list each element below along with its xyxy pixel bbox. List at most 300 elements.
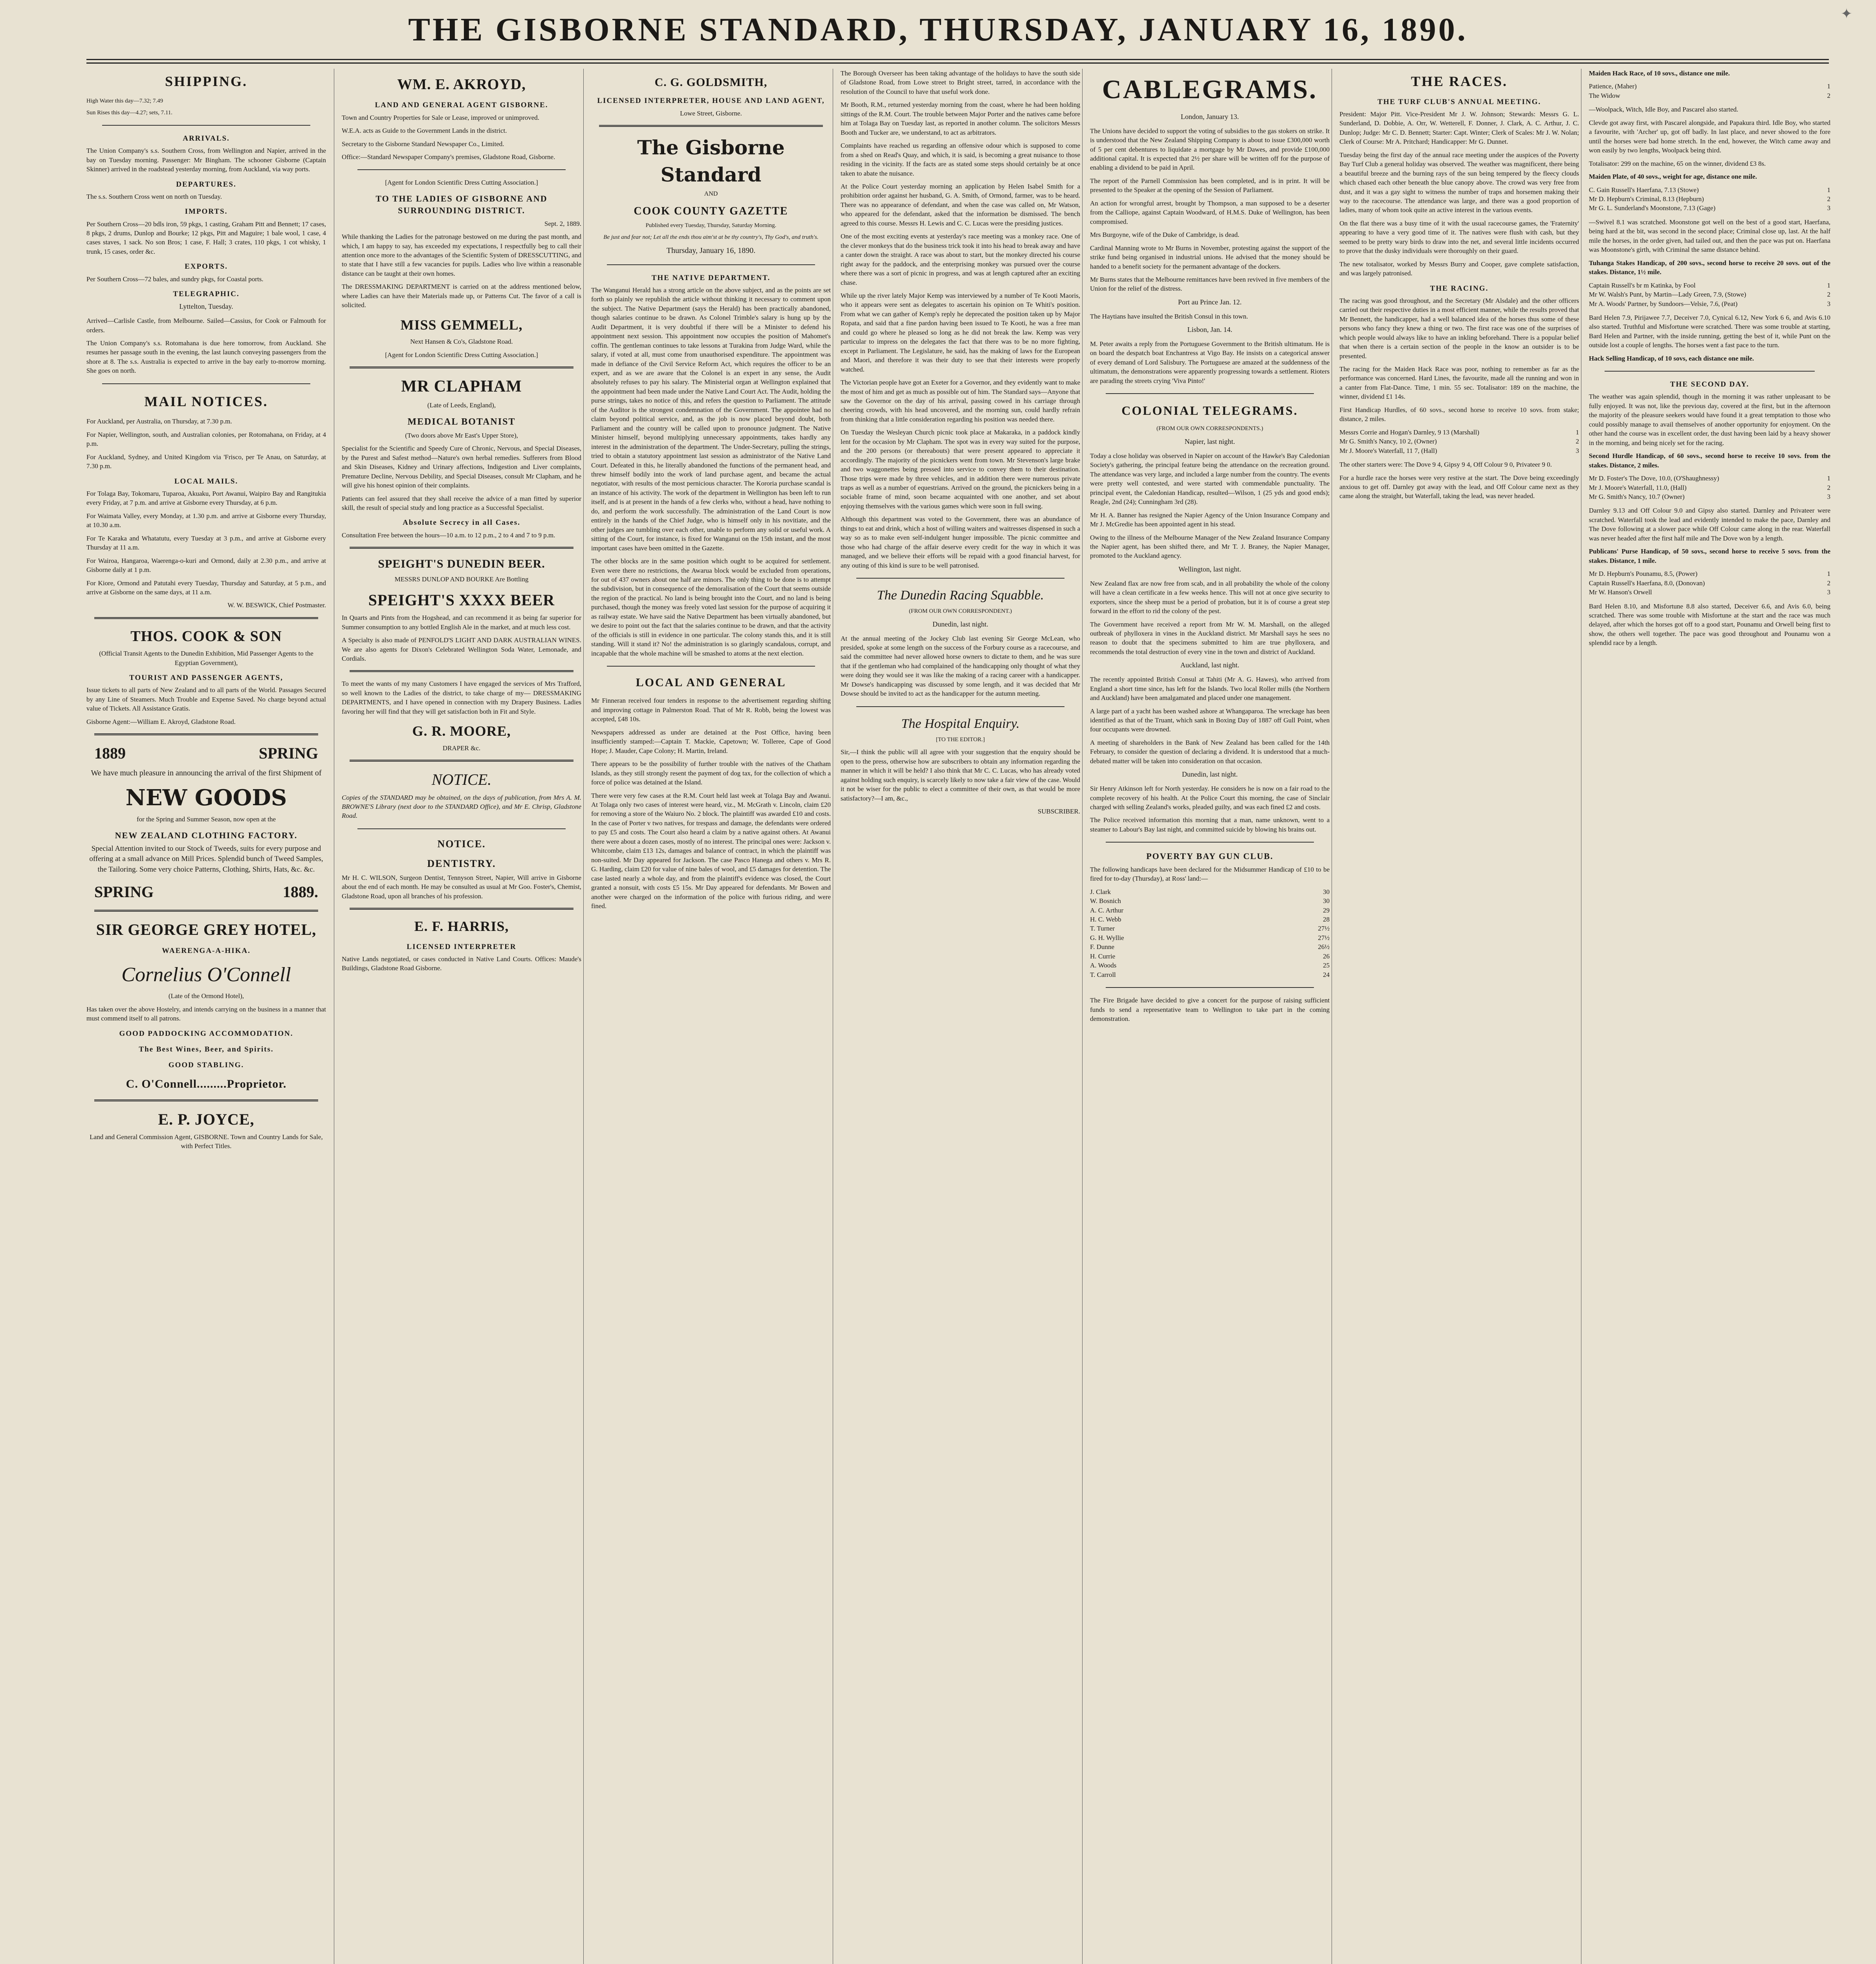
proprietor-line: C. O'Connell.........Proprietor. <box>126 1077 287 1091</box>
divider <box>102 125 310 126</box>
arrivals-heading: ARRIVALS. <box>183 134 230 143</box>
column-6 <box>1339 69 1579 1964</box>
moore-subtitle: DRAPER &c. <box>442 744 481 752</box>
entry-name: Mr D. Hepburn's Pounamu, 8.5, (Power) <box>1589 570 1698 578</box>
entry-name: H. Currie <box>1090 952 1116 960</box>
entry-row <box>1589 474 1830 483</box>
entry-value: 24 <box>1323 971 1330 978</box>
spring-year: 1889 <box>94 744 126 762</box>
maiden-plate-results-list <box>1589 185 1830 213</box>
entry-name: Mr J. Moore's Waterfall, 11.0, (Hall) <box>1589 484 1687 491</box>
entry-value: 3 <box>1827 588 1830 596</box>
akroyd-text: W.E.A. acts as Guide to the Government Lands in the district. <box>342 127 507 135</box>
entry-value: 1 <box>1576 428 1579 436</box>
oconnell-body: Has taken over the above Hostelry, and intends carrying on the business in a manner that must commend itself to all patrons. <box>86 1005 326 1022</box>
hack-selling-heading: Hack Selling Handicap, of 10 sovs, each distance one mile. <box>1589 354 1754 362</box>
goldsmith-address: Lowe Street, Gisborne. <box>680 109 742 117</box>
colonial-dateline: Wellington, last night. <box>1178 565 1241 573</box>
maiden-totalisator: Totalisator: 299 on the machine, 65 on the winner, dividend £3 8s. <box>1589 159 1766 167</box>
entry-name: A. C. Arthur <box>1090 906 1123 914</box>
entry-name: T. Carroll <box>1090 971 1116 978</box>
clothing-factory-name: NEW ZEALAND CLOTHING FACTORY. <box>115 830 298 840</box>
stabling-line: GOOD STABLING. <box>168 1061 244 1069</box>
entry-row <box>1339 437 1579 446</box>
divider <box>94 910 318 912</box>
new-goods-heading: NEW GOODS <box>125 785 287 811</box>
ladies-department: The DRESSMAKING DEPARTMENT is carried on at the address mentioned below, where Ladies can have their Materials made up, or Patterns Cut. The favor of a call is solicited. <box>342 283 581 309</box>
maiden-results-list <box>1589 82 1830 100</box>
ladies-date: Sept. 2, 1889. <box>544 220 581 227</box>
moore-body: To meet the wants of my many Customers I have engaged the services of Mrs Trafford, so well known to the Ladies of the district, to take charge of my— DRESSMAKING DEPARTMENTS, and I have opened in connection with my Drapery Business. Ladies favoring her will find that they will get satisfaction both in Fit and Style. <box>342 680 581 715</box>
entry-name: The Widow <box>1589 92 1620 99</box>
paper-subtitle: COOK COUNTY GAZETTE <box>634 205 788 218</box>
fire-brigade-text: The Fire Brigade have decided to give a concert for the purpose of raising sufficient funds to send a representative team to Wellington to take part in the coming demonstration. <box>1090 997 1330 1023</box>
entry-name: Patience, (Maher) <box>1589 82 1637 90</box>
column-3 <box>591 69 831 1964</box>
entry-row <box>1090 952 1330 961</box>
divider <box>856 706 1064 707</box>
clapham-hours: Consultation Free between the hours—10 a.m. to 12 p.m., 2 to 4 and 7 to 9 p.m. <box>342 531 555 539</box>
telegraphic-heading: TELEGRAPHIC. <box>173 290 240 298</box>
colonial-from: (FROM OUR OWN CORRESPONDENTS.) <box>1156 425 1263 432</box>
entry-row <box>1090 933 1330 942</box>
entry-value: 2 <box>1827 579 1830 587</box>
paper-publication-days: Published every Tuesday, Thursday, Saturday Morning. <box>645 222 777 229</box>
entry-value: 3 <box>1827 300 1830 308</box>
divider <box>350 760 573 762</box>
harris-heading: E. F. HARRIS, <box>414 918 509 934</box>
entry-name: C. Gain Russell's Haerfana, 7.13 (Stowe) <box>1589 186 1699 194</box>
entry-name: W. Bosnich <box>1090 897 1121 905</box>
divider <box>357 169 566 170</box>
entry-row <box>1589 569 1830 578</box>
akroyd-text: Office:—Standard Newspaper Company's premises, Gladstone Road, Gisborne. <box>342 153 555 161</box>
speight-heading: SPEIGHT'S DUNEDIN BEER. <box>378 557 545 571</box>
local-mails-heading: LOCAL MAILS. <box>174 477 238 486</box>
local-item: Complaints have reached us regarding an offensive odour which is supposed to come from a shed on Read's Quay, and which, it is said, is becoming a great nuisance to those residing in the vicinity. If the facts are as stated some steps should certainly be at once taken to abate the nuisance. <box>841 142 1080 177</box>
racing-body: For a hurdle race the horses were very restive at the start. The Dove being exceedingly anxious to get off. Darnley got away with the lead, and Off Colour came next as they came along the straight, but Waterfall, taking the lead, was never headed. <box>1339 474 1579 500</box>
races-officers: President: Major Pitt. Vice-President Mr J. W. Johnson; Stewards: Messrs G. L. Sunderland, D. Dobbie, A. Orr, W. Wetterell, F. Donner, J. Clark, A. C. Arthur, J. C. Dunlop; Judge: Mr C. D. Bennett; Starter: Capt. Winter; Clerk of Scales: Mr J. W. Nolan; Clerk of Course: Mr A. Pritchard; Handicapper: Mr G. Dunnet. <box>1339 110 1579 146</box>
entry-value: 2 <box>1576 438 1579 445</box>
column-rule <box>1082 69 1083 1964</box>
tide-line: High Water this day—7.32; 7.49 <box>86 97 163 104</box>
entry-row <box>1589 483 1830 492</box>
clapham-body: Specialist for the Scientific and Speedy Cure of Chronic, Nervous, and Special Diseases, by the Purest and Safest method—Nature's own herbal remedies. Sufferers from Blood and Skin Diseases, Kidney and Urinary affections, Indigestion and Liver complaints, Premature Decline, Nervous Debility, and Special Diseases, consult Mr Clapham, and he will give his honest opinion of their complaints. <box>342 445 581 489</box>
maiden-heading: Maiden Hack Race, of 10 sovs., distance one mile. <box>1589 70 1730 77</box>
divider <box>350 670 573 672</box>
publicans-body: Bard Helen 8.10, and Misfortune 8.8 also started, Deceiver 6.6, and Avis 6.0, being scratched. There was some trouble with Misfortune at the start and the race was much delayed, after which the horses got off to a good start, Pounamu and Orwell being first to show, the others well together. The pace was good throughout and Pounamu won a splendid race by a length. <box>1589 602 1830 647</box>
speight-brand: SPEIGHT'S XXXX BEER <box>368 591 555 609</box>
dentistry-heading: DENTISTRY. <box>427 857 496 869</box>
entry-name: J. Clark <box>1090 888 1111 896</box>
paper-and: AND <box>704 191 718 198</box>
speight-subtitle: MESSRS DUNLOP AND BOURKE Are Bottling <box>394 575 529 583</box>
notice-body: Copies of the STANDARD may be obtained, on the days of publication, from Mrs A. M. BROWNE'S Library (next door to the STANDARD Office), and Mr E. Chrisp, Gladstone Road. <box>342 793 581 820</box>
entry-value: 28 <box>1323 916 1330 923</box>
race-results-list <box>1339 428 1579 455</box>
corner-mark: ✦ <box>1840 6 1852 22</box>
entry-value: 29 <box>1323 906 1330 914</box>
departures-text: The s.s. Southern Cross went on north on Tuesday. <box>86 192 222 200</box>
colonial-item: The Police received information this morning that a man, name unknown, went to a steamer to Labour's Bay last night, and committed suicide by blowing his brains out. <box>1090 816 1330 833</box>
akroyd-text: Secretary to the Gisborne Standard Newspaper Co., Limited. <box>342 140 504 148</box>
cable-item: The Haytians have insulted the British Consul in this town. <box>1090 312 1248 320</box>
cable-item: Cardinal Manning wrote to Mr Burns in November, protesting against the support of the strike fund being organised in industrial unions. He advised that the money should be handed to a benefit society for the permanent advantage of the dockers. <box>1090 244 1330 270</box>
second-day-heading: THE SECOND DAY. <box>1670 380 1750 389</box>
entry-value: 2 <box>1827 484 1830 491</box>
entry-name: Mr G. Smith's Nancy, 10 2, (Owner) <box>1339 438 1437 445</box>
spring-footer <box>94 881 318 903</box>
telegraphic-text: Arrived—Carlisle Castle, from Melbourne. Sailed—Cassius, for Cook or Falmouth for orders. <box>86 317 326 334</box>
goldsmith-subtitle: LICENSED INTERPRETER, HOUSE AND LAND AGENT, <box>597 97 825 105</box>
entry-name: Messrs Corrie and Hogan's Darnley, 9 13 (Marshall) <box>1339 428 1480 436</box>
mail-notice: For Wairoa, Hangaroa, Waerenga-o-kuri and Ormond, daily at 2.30 p.m., and arrive at Gisborne daily at 1 p.m. <box>86 557 326 574</box>
clapham-address: (Two doors above Mr East's Upper Store), <box>405 431 518 439</box>
entry-value: 2 <box>1827 291 1830 299</box>
colonial-dateline: Napier, last night. <box>1184 438 1235 446</box>
akroyd-subtitle: LAND AND GENERAL AGENT GISBORNE. <box>375 101 548 110</box>
column-1 <box>86 69 326 1964</box>
entry-row <box>1090 942 1330 951</box>
agent-note: [Agent for London Scientific Dress Cutting Association.] <box>385 179 538 187</box>
gun-club-body: The following handicaps have been declared for the Midsummer Handicap of £10 to be fired for to-day (Thursday), at Ross' land:— <box>1090 865 1330 883</box>
entry-name: Mr A. Woods' Partner, by Sundoors—Velsie, 7.6, (Peat) <box>1589 300 1738 308</box>
publicans-results-list <box>1589 569 1830 597</box>
colonial-dateline: Auckland, last night. <box>1180 661 1239 669</box>
local-item: There appears to be the possibility of further trouble with the natives of the Chatham Islands, as they still strongly resent the payment of dog tax, for the collection of which a force of police was detained at the Island. <box>591 760 831 786</box>
entry-name: Mr D. Foster's The Dove, 10.0, (O'Shaughnessy) <box>1589 475 1719 482</box>
dentistry-body: Mr H. C. WILSON, Surgeon Dentist, Tennyson Street, Napier, Will arrive in Gisborne about the end of each month. He may be consulted as usual at Mr Goo. Foster's, Chemist, Gladstone Road, upon all branches of his profession. <box>342 874 581 900</box>
cable-item: Mrs Burgoyne, wife of the Duke of Cambridge, is dead. <box>1090 231 1240 239</box>
divider <box>607 666 815 667</box>
entry-row <box>1090 896 1330 905</box>
entry-value: 1 <box>1827 475 1830 482</box>
cook-heading: THOS. COOK & SON <box>130 628 282 645</box>
dunedin-body: At the annual meeting of the Jockey Club last evening Sir George McLean, who presided, spoke at some length on the success of the Forbury course as a racecourse, and said the committee had never allowed horse owners to dictate to them, and he was sure that if the gentleman who had complained of the handicapping only thought of what they were doing they would see it was like the making of a racing career with a handicapper. Mr Dowse's handicapping was discussed by some length, and it was decided that Mr Dowse should be invited to act as the handicapper for the autumn meeting. <box>841 634 1080 698</box>
mail-notice: For Napier, Wellington, south, and Australian colonies, per Rotomahana, on Friday, at 4 p.m. <box>86 431 326 448</box>
colonial-item: Owing to the illness of the Melbourne Manager of the New Zealand Insurance Company the Napier agent, has been shifted there, and Mr T. J. Braney, the Napier Manager, promoted to the Auckland agency. <box>1090 533 1330 560</box>
entry-value: 27½ <box>1318 934 1330 942</box>
spring-body: Special Attention invited to our Stock of Tweeds, suits for every purpose and offering at a small advance on Mill Prices. Splendid bunch of Tweed Samples, the Tailoring. Some very choice Patterns, Clothing, Shirts, Hats, &c. &c. <box>89 845 323 874</box>
entry-name: Captain Russell's br m Katinka, by Fool <box>1589 281 1696 289</box>
goldsmith-heading: C. G. GOLDSMITH, <box>654 76 768 89</box>
divider <box>1106 393 1314 394</box>
clapham-role: MEDICAL BOTANIST <box>407 416 516 427</box>
spring-season-text: for the Spring and Summer Season, now open at the <box>136 815 276 823</box>
gemmell-agent: [Agent for London Scientific Dress Cutting Association.] <box>385 351 538 359</box>
ladies-heading: TO THE LADIES OF GISBORNE AND SURROUNDING DISTRICT. <box>376 193 548 216</box>
cable-item: Mr Burns states that the Melbourne remittances have been revived in five members of the Union for the relief of the distress. <box>1090 276 1330 293</box>
entry-name: Mr W. Hanson's Orwell <box>1589 588 1652 596</box>
divider <box>357 828 566 829</box>
divider <box>607 264 815 265</box>
entry-row <box>1589 579 1830 588</box>
column-4 <box>841 69 1080 1964</box>
paper-date: Thursday, January 16, 1890. <box>666 246 756 255</box>
entry-name: H. C. Webb <box>1090 916 1121 923</box>
entry-name: Mr J. Moore's Waterfall, 11 7, (Hall) <box>1339 447 1437 454</box>
colonial-item: A meeting of shareholders in the Bank of New Zealand has been called for the 14th February, to consider the question of declaring a dividend. It is understood that a much-debated matter will be taken into consideration on that occasion. <box>1090 738 1330 765</box>
dunedin-heading: The Dunedin Racing Squabble. <box>877 588 1044 603</box>
entry-row <box>1090 887 1330 896</box>
racing-body: First Handicap Hurdles, of 60 sovs., second horse to receive 10 sovs. from stake; distance, 2 miles. <box>1339 406 1579 423</box>
spring-header <box>94 742 318 764</box>
paper-title: The Gisborne Standard <box>637 136 785 187</box>
entry-row <box>1589 185 1830 194</box>
entry-row <box>1589 290 1830 299</box>
cable-item: The Unions have decided to support the voting of subsidies to the gas stokers on strike. It is understood that the New Zealand Shipping Company is about to issue £300,000 worth of 5 per cent debentures to liquidate a mortgage by Mr Dawes, and provide £100,000 additional capital. It is expected that 2½ per share will be written off for the purpose of enabling a dividend to be paid in April. <box>1090 127 1330 172</box>
akroyd-heading: WM. E. AKROYD, <box>397 76 526 93</box>
entry-row <box>1589 194 1830 203</box>
divider <box>102 383 310 384</box>
cable-item: The report of the Parnell Commission has been completed, and is in print. It will be presented to the Speaker at the opening of the Session of Parliament. <box>1090 177 1330 194</box>
cable-dateline: Lisbon, Jan. 14. <box>1187 326 1233 334</box>
mail-notice: For Te Karaka and Whatatutu, every Tuesday at 3 p.m., and arrive at Gisborne every Thursday at 11 a.m. <box>86 534 326 551</box>
maiden-body: Clevde got away first, with Pascarel alongside, and Papakura third. Idle Boy, who started a favourite, with 'Archer' up, got off badly. In last place, and never showed to the fore until the horses were bad home stretch. In the end, however, the Witch came away and won easily by two lengths, Woolpack being third. <box>1589 119 1830 154</box>
joyce-heading: E. P. JOYCE, <box>158 1110 255 1128</box>
local-item: There were very few cases at the R.M. Court held last week at Tolaga Bay and Awanui. At Tolaga only two cases of interest were heard, viz., M. McGrath v. Lincoln, claim £20 for removing a store of the Waiuro No. 2 block. The plaintiff was awarded £10 and costs. In the case of Porter v two natives, for trespass and damage, the defendants were ordered to pay £5 and costs. The Court also heard a claim by a native against others. At Awanui there were about a dozen cases, mostly of no interest. The principal ones were: Jackson v. Whitcombe, claim £13 12s, damages and balance of contract, in which the plaintiff was non-suited. Mr Day appeared for Jackson. The case Pasco Hanega and others v. Mrs R. G. Harding, claim £20 for value of nine bales of wool, and £5 damages for detention. The case lasted nearly a whole day, and from the plaintiff's evidence was closed, the Court granted a nonsuit, with costs £5 15s. Mr Day appeared for defendants. Mr Bowen and another were charged on the information of the police with furious riding, and were fined. <box>591 791 831 910</box>
notice-heading-2: NOTICE. <box>437 838 486 850</box>
local-item: Mr Booth, R.M., returned yesterday morning from the coast, where he had been holding sittings of the R.M. Court. The trouble between Major Porter and the natives came before him at Tolaga Bay on Tuesday last, as reported in another column. The solicitors Messrs Booth and Tucker are, we understand, to act as arbitrators. <box>841 101 1080 136</box>
colonial-dateline: Dunedin, last night. <box>1182 770 1238 779</box>
clapham-body: Patients can feel assured that they shall receive the advice of a man fitted by superior skill, the result of special study and long practice as a Successful Specialist. <box>342 495 581 511</box>
joyce-body: Land and General Commission Agent, GISBORNE. Town and Country Lands for Sale, with Perfect Titles. <box>90 1133 323 1150</box>
entry-row <box>1589 91 1830 100</box>
colonial-item: The Government have received a report from Mr W. M. Marshall, on the alleged outbreak of phylloxera in vines in the Auckland district. Mr Marshall says he sees no reason to doubt that the specimens submitted to him are true phylloxera, and recommends the total destruction of every vine in the town and district of Auckland. <box>1090 620 1330 656</box>
entry-value: 3 <box>1576 447 1579 454</box>
shipping-heading: SHIPPING. <box>165 73 248 89</box>
masthead-rule <box>86 59 1829 64</box>
harris-subtitle: LICENSED INTERPRETER <box>407 942 517 951</box>
column-5 <box>1090 69 1330 1964</box>
moore-heading: G. R. MOORE, <box>412 723 511 739</box>
entry-name: Mr W. Walsh's Punt, by Martin—Lady Green, 7.9, (Stowe) <box>1589 291 1746 299</box>
speight-body: In Quarts and Pints from the Hogshead, and can recommend it as being far superior for Summer consumption to any bottled English Ale in the market, and at much less cost. <box>342 614 581 631</box>
divider <box>1106 842 1314 843</box>
races-subtitle: THE TURF CLUB'S ANNUAL MEETING. <box>1377 97 1541 106</box>
second-hurdles-body: Darnley 9.13 and Off Colour 9.0 and Gipsy also started. Darnley and Privateer were scratched. Waterfall took the lead and evidently intended to make the pace, Darnley and The Dove following at a slower pace while Off Colour came along in the rear. Waterfall was never headed after the first half mile and The Dove won by a length. <box>1589 507 1830 542</box>
masthead <box>0 0 1876 59</box>
entry-row <box>1090 915 1330 924</box>
divider <box>350 547 573 549</box>
column-2 <box>342 69 581 1964</box>
native-department-body: The Wanganui Herald has a strong article on the above subject, and as the points are set forth so plainly we republish the article without thinking it necessary to comment upon the subject. The Native Department (says the Herald) has been practically abandoned, though salaries continue to be drawn. As Colonel Trimble's salary is hung up by the Audit Department, it is very doubtful if there will be a Minister to defend his appointment next session. This appointment now occupies the position of Mahomet's coffin. The gentleman continues to take lessons at Turakina from Judge Ward, while the salary, if voted at all, must come from unauthorised expenditure. The appointment was made in defiance of the Civil Service Reform Act, which requires the officer to be an expert, and as we are aware that the Colonel is an expert in any sense, the Audit absolutely refuses to pay his salary. The Ministerial organ at Wellington explained that the appointment had been made under the Native Land Court Act. The Audit, holding the purse strings, takes no notice of this, and refers the question to Parliament. The attitude of the Auditor is the strongest condemnation of the Government. The appointee had no claim beyond political service, and, as the job is now placed beyond doubt, both Parliament and the country will be called upon to pronounce judgment. The Native Minister himself, beyond multiplying unnecessary appointments, takes hardly any interest in the administration of the department. The Under-Secretary, pulling the strings, tried to obtain a statutory appointment last session as administrator of the Native Land Court. Defeated in this, he literally abandoned the functions of the permanent head, and threw himself bodily into the work of land purchase agent, and became the actual negotiator, with results of the most pernicious character. The Kororia purchase scandal is an instance of his activity. The work of the department in Wellington has been left to run itself, and is at present in the hands of a few clerks who, without a head, have nothing to do, and perform the work successfully. The administration of the Land Court is now entirely in the hands of the Chief Judge, who is himself only in his novitiate, and the other judges are tumbling over each other, unable to perform any solid or useful work. A sitting of the Court, for instance, is fixed for Wanganui on the 15th instant, and the most important cases have been omitted in the Gazette. <box>591 286 831 552</box>
spring-intro: We have much pleasure in announcing the arrival of the first Shipment of <box>91 769 322 778</box>
harris-body: Native Lands negotiated, or cases conducted in Native Land Courts. Offices: Maude's Buildings, Gladstone Road Gisborne. <box>342 955 581 972</box>
local-item: The Victorian people have got an Exeter for a Governor, and they evidently want to make the most of him and get as much as possible out of him. The Standard says—Anyone that saw the Governor on the day of his arrival, passing cowed in his carriage through cheering crowds, with his head uncovered, and the morning sun, could hardly refrain from thinking that a little consideration regarding his position was needed there. <box>841 379 1080 423</box>
spring-label: SPRING <box>258 744 318 762</box>
divider <box>350 908 573 910</box>
speight-body: A Specialty is also made of PENFOLD'S LIGHT AND DARK AUSTRALIAN WINES. We are also agents for Dixon's Celebrated Wellington Soda Water, Lemonade, and Cordials. <box>342 636 581 662</box>
divider <box>599 125 823 127</box>
cook-body: Issue tickets to all parts of New Zealand and to all parts of the World. Passages Secured by any Line of Steamers. Much Trouble and Expense Saved. No charge beyond actual value of Tickets. All Assistance Gratis. <box>86 686 326 713</box>
races-heading: THE RACES. <box>1411 73 1508 89</box>
entry-name: Mr G. L. Sunderland's Moonstone, 7.13 (Gage) <box>1589 204 1716 212</box>
publicans-heading: Publicans' Purse Handicap, of 50 sovs., second horse to receive 5 sovs. from the stakes. Distance, 1 mile. <box>1589 548 1830 564</box>
sun-line: Sun Rises this day—4.27; sets, 7.11. <box>86 110 173 116</box>
divider <box>350 366 573 368</box>
divider <box>94 1099 318 1101</box>
entry-value: 2 <box>1827 195 1830 203</box>
notice-heading: NOTICE. <box>431 771 492 789</box>
hospital-signature: SUBSCRIBER. <box>1037 808 1080 815</box>
postmaster-signature: W. W. BESWICK, Chief Postmaster. <box>227 601 326 609</box>
dunedin-dateline: Dunedin, last night. <box>933 620 988 628</box>
races-body: The new totalisator, worked by Messrs Burry and Cooper, gave complete satisfaction, and was largely patronised. <box>1339 260 1579 277</box>
local-item: Mr Finneran received four tenders in response to the advertisement regarding shifting and improving cottage in Palmerston Road. That of Mr R. Robb, being the lowest was accepted, £48 10s. <box>591 697 831 723</box>
colonial-telegrams-heading: COLONIAL TELEGRAMS. <box>1121 403 1298 418</box>
newspaper-masthead-title: THE GISBORNE STANDARD, THURSDAY, JANUARY 16, 1890. <box>408 11 1468 48</box>
entry-value: 30 <box>1323 888 1330 896</box>
local-item: One of the most exciting events at yesterday's race meeting was a monkey race. One of the clever monkeys that do the business trick took it into his head to break away and have a canter down the straight. A race was about to start, but the monkey directed his course right away for the paddock, and the enterprising monkey was pursued over the course where there was a sort of picnic in progress, and was at length captured after an exciting chase. <box>841 233 1080 286</box>
hospital-to-editor: [TO THE EDITOR.] <box>936 736 985 743</box>
entry-name: G. H. Wyllie <box>1090 934 1124 942</box>
entry-value: 1 <box>1827 281 1830 289</box>
racing-body: The other starters were: The Dove 9 4, Gipsy 9 4, Off Colour 9 0, Privateer 9 0. <box>1339 461 1552 469</box>
entry-value: 2 <box>1827 92 1830 99</box>
akroyd-text: Town and Country Properties for Sale or Lease, improved or unimproved. <box>342 114 540 121</box>
entry-row <box>1339 446 1579 455</box>
entry-value: 1 <box>1827 570 1830 578</box>
clapham-heading: MR CLAPHAM <box>401 377 522 396</box>
entry-row <box>1090 906 1330 915</box>
entry-value: 30 <box>1323 897 1330 905</box>
local-item: While up the river lately Major Kemp was interviewed by a number of Te Kooti Maoris, who it appears were sent as delegates to ascertain his opinion on Te Whiti's position. From what we can gather of Kemp's reply he deprecated the position taken up by Major Ropata, and said that a fine pardon having been issued to Te Kooti, he was a free man and could go where he pleased so long as he did not break the law. Kemp was very particular to impress on the delegates the fact that there was to be no more fighting, except in Parliament. The Legislature, he said, has the making of laws for the European and Maori, and therefore it was their duty to see that their interests were properly watched. <box>841 291 1080 373</box>
spring-footer-year: 1889. <box>283 883 318 901</box>
imports-heading: IMPORTS. <box>185 207 228 216</box>
local-item: At the Police Court yesterday morning an application by Helen Isabel Smith for a prohibition order against her husband, G. A. Smith, of Ormond, farmer, was to be heard. There was no appearance of defendant, and when the case was called on, Mr Watson, who appeared for the defendant, asked that the information be dismissed. The bench agreed to this course. Messrs H. Lewis and C. C. Lucas were the presiding justices. <box>841 182 1080 227</box>
arrivals-text: The Union Company's s.s. Southern Cross, from Wellington and Napier, arrived in the bay on Tuesday morning. Passenger: Mr Bingham. The schooner Gisborne (Captain Skinner) arrived in the roadstead yesterday morning, from Auckland, via way ports. <box>86 147 326 173</box>
colonial-item: Today a close holiday was observed in Napier on account of the Hawke's Bay Caledonian Society's gathering, the principal feature being the attendance on the recreation ground. The attendance was very large, and included a large number from the country. The events were pretty well contested, and were started with commendable punctuality. The principal event, the Caledonian Handicap, resulted—Wilson, 1 (25 yds and good ends); Reagle, 2nd (24); Cunningham 3rd (28). <box>1090 452 1330 506</box>
local-item: Although this department was voted to the Government, there was an abundance of things to eat and drink, which a host of willing waiters and waitresses dispensed in such a way so as to make even self-indulgent hunger impossible. The picnic committee and those who had charge of the affair deserve every credit for the way in which it was managed, and we believe their efforts will be repaid with a good financial harvest, for any outing of this kind is sure to be well patronised. <box>841 515 1080 569</box>
column-7 <box>1589 69 1830 1964</box>
gun-club-handicap-list <box>1090 887 1330 980</box>
entry-name: A. Woods <box>1090 962 1117 969</box>
entry-value: 3 <box>1827 204 1830 212</box>
entry-name: Mr G. Smith's Nancy, 10.7 (Owner) <box>1589 493 1685 500</box>
hospital-body: Sir,—I think the public will all agree with your suggestion that the enquiry should be open to the press, otherwise how are subscribers to obtain any information regarding the manner in which it will be held? I also think that Mr C. C. Lucas, who has already voted against holding such enquiry, is scarcely likely to now take a fair view of the case. Would it not be wiser for the public to elect a committee of their own, as that would be more satisfactory?—I am, &c., <box>841 748 1080 802</box>
ladies-body: While thanking the Ladies for the patronage bestowed on me during the past month, and which, I am happy to say, has exceeded my expectations, I respectfully beg to call their attention once more to the advantages of the Scientific System of DRESSCUTTING, and to state that I have still a few vacancies for pupils. Ladies who live within a reasonable distance can be taught at their own homes. <box>342 233 581 277</box>
exports-text: Per Southern Cross—72 bales, and sundry pkgs, for Coastal ports. <box>86 275 264 283</box>
second-hurdles-results-list <box>1589 474 1830 501</box>
entry-value: 25 <box>1323 962 1330 969</box>
cablegrams-heading: CABLEGRAMS. <box>1102 74 1318 104</box>
spring-footer-label: SPRING <box>94 883 154 901</box>
mail-notice: For Tolaga Bay, Tokomaru, Tuparoa, Akuaku, Port Awanui, Waipiro Bay and Rangitukia every Friday, at 7 p.m. and arrive at Gisborne every Thursday, at 6 p.m. <box>86 489 326 507</box>
divider <box>94 617 318 619</box>
races-body: On the flat there was a busy time of it with the usual racecourse games, the 'Fraternity' appearing to have a very good time of it. The natives were flush with cash, but they seemed to be pretty wary birds to draw into the net, and several little incidents occurred to prove that the dusky individuals were thoroughly on their guard. <box>1339 219 1579 255</box>
departures-heading: DEPARTURES. <box>176 180 236 189</box>
colonial-item: New Zealand flax are now free from scab, and in all probability the whole of the colony will have a clean certificate in a few weeks hence. This will not at once give security to exporters, since the sheep must be a period of probation, but it is of course a great step forward in the effort to rid the colony of the pest. <box>1090 579 1330 615</box>
entry-value: 27½ <box>1318 925 1330 933</box>
entry-name: F. Dunne <box>1090 943 1114 951</box>
paper-motto: Be just and fear not; Let all the ends thou aim'st at be thy country's, Thy God's, and truth's. <box>603 234 819 241</box>
maiden-plate-heading: Maiden Plate, of 40 sovs., weight for age, distance one mile. <box>1589 173 1757 181</box>
column-rule <box>583 69 584 1964</box>
racing-body: The racing for the Maiden Hack Race was poor, nothing to remember as far as the performance was concerned. Hard Lines, the favourite, made all the running and won in a canter from Flat-Dance. Time, 1 min. 55 sec. Totalisator: 189 on the machine, the winner, dividend £1 14s. <box>1339 365 1579 401</box>
races-body: Tuesday being the first day of the annual race meeting under the auspices of the Poverty Bay Turf Club a general holiday was observed. The weather was magnificent, there being a beautiful breeze and the burning rays of the sun being tempered by the fleecy clouds which chased each other beneath the blue canopy above. The crowd was very free from dust, and it was a gay sight to witness the number of traps and horsemen making their way to the racecourse. The attendance was large, and there was a good proportion of ladies, many of whom took quite an active interest in the various events. <box>1339 151 1579 214</box>
second-day-body: The weather was again splendid, though in the morning it was rather unpleasant to be fully enjoyed. It was not, like the previous day, covered at the first, but in the afternoon the majority of the pleasure seekers would have found it a great temptation to those who could possibly manage to avail themselves of another opportunity for enjoyment. On the other hand the course was in excellent order, the dust having been laid by a heavy shower in the morning, and being nicely set for the racing. <box>1589 393 1830 447</box>
entry-row <box>1589 203 1830 213</box>
entry-row <box>1589 82 1830 91</box>
grey-hotel-location: WAERENGA-A-HIKA. <box>162 947 251 955</box>
colonial-item: The recently appointed British Consul at Tahiti (Mr A. G. Hawes), who arrived from England a short time since, has left for the Islands. Two local Roller mills (the Northern and Auckland) have been amalgamated and placed under one management. <box>1090 676 1330 702</box>
entry-row <box>1090 961 1330 970</box>
clapham-subtitle: (Late of Leeds, England), <box>427 401 496 409</box>
oconnell-late: (Late of the Ormond Hotel), <box>168 992 244 1000</box>
local-item: On Tuesday the Wesleyan Church picnic took place at Makaraka, in a paddock kindly lent for the occasion by Mr Clapham. The spot was in every way suited for the purpose, and the 200 persons (or thereabouts) that were present appeared to appreciate it accordingly. The majority of the picnickers went from town. Mr Stevenson's large brake and two waggonettes being pressed into service to convey them to their destination. Those trips were made by three vehicles, and in addition there were numerous private traps as well as a number of equestrians. Arrived on the ground, the picnickers being in a sociable frame of mind, soon became acquainted with one another, and set about enjoying themselves with the various games which were soon in full swing. <box>841 429 1080 510</box>
gun-club-heading: POVERTY BAY GUN CLUB. <box>1146 851 1273 861</box>
racing-body: The racing was good throughout, and the Secretary (Mr Alsdale) and the other officers carried out their respective duties in a most efficient manner, while the results proved that Mr Bennett, the handicapper, had a well balanced idea of the horses thus some of these persons who fancy they knew a thing or two. The first race was one of the surprises of which people would always like to have an inkling beforehand. There is a popular belief that when there is a certain section of the people in the know an outsider is to be presented. <box>1339 297 1579 360</box>
cable-item: M. Peter awaits a reply from the Portuguese Government to the British ultimatum. He is on board the despatch boat Enchantress at Vigo Bay. He insists on a categorical answer of every demand of Lord Salisbury. The Portuguese are amazed at the suddenness of the ultimatum, the demonstrations were apparently progressing towards a settlement. Rioters are parading the streets crying 'Viva Pinto!' <box>1090 340 1330 385</box>
native-department-heading: THE NATIVE DEPARTMENT. <box>651 273 771 282</box>
imports-text: Per Southern Cross—20 bdls iron, 59 pkgs, 1 casting, Graham Pitt and Bennett; 17 cases, 8 pkgs, 2 drums, Dunlop and Bourke; 12 pkgs, Pitt and Maguire; 1 bale wool, 1 case, 4 cases staves, 1 sack. No son Bros; 1 case, F. Hall; 3 crates, 110 pkgs, 1 cot whisky, 1 trunk, 15 cases, order &c. <box>86 220 326 255</box>
entry-row <box>1589 281 1830 290</box>
entry-row <box>1090 924 1330 933</box>
paddocking-line: GOOD PADDOCKING ACCOMMODATION. <box>119 1029 293 1038</box>
oconnell-heading: Cornelius O'Connell <box>121 964 291 986</box>
clapham-secrecy: Absolute Secrecy in all Cases. <box>403 518 520 527</box>
telegraphic-dateline: Lyttelton, Tuesday. <box>179 302 233 311</box>
entry-row <box>1090 970 1330 979</box>
racing-heading: THE RACING. <box>1430 284 1489 293</box>
divider <box>94 733 318 735</box>
entry-value: 1 <box>1827 82 1830 90</box>
tuhanga-results-list <box>1589 281 1830 308</box>
cook-tourist-heading: TOURIST AND PASSENGER AGENTS, <box>129 674 283 682</box>
mail-notice: For Auckland, Sydney, and United Kingdom via 'Frisco, per Te Anau, on Saturday, at 7.30 p.m. <box>86 453 326 470</box>
entry-value: 26½ <box>1318 943 1330 951</box>
colonial-item: Mr H. A. Banner has resigned the Napier Agency of the Union Insurance Company and Mr J. McGredie has been appointed agent in his stead. <box>1090 511 1330 528</box>
cable-dateline: Port au Prince Jan. 12. <box>1178 298 1242 306</box>
entry-value: 3 <box>1827 493 1830 500</box>
divider <box>1605 371 1815 372</box>
entry-value: 1 <box>1827 186 1830 194</box>
entry-row <box>1589 492 1830 501</box>
union-company-text: The Union Company's s.s. Rotomahana is due here tomorrow, from Auckland. She resumes her passage south in the evening, the last launch conveying passengers from the shore at 8. The s.s. Australia is expected to arrive in the bay early to-morrow morning. She goes on north. <box>86 339 326 375</box>
mail-notices-heading: MAIL NOTICES. <box>144 393 268 409</box>
entry-name: Captain Russell's Haerfana, 8.0, (Donovan) <box>1589 579 1705 587</box>
entry-name: Mr D. Hepburn's Criminal, 8.13 (Hepburn) <box>1589 195 1704 203</box>
tuhanga-body: Bard Helen 7.9, Pirijawee 7.7, Deceiver 7.0, Cynical 6.12, New York 6 6, and Avis 6.10 also started. Truthful and Misfortune were scratched. There was some trouble at starting, Bard Helen and Partner, with the inside running, getting the best of it, while Punt on the outside lost a couple of lengths. The horses went a fast pace to the turn. <box>1589 313 1830 349</box>
colonial-item: A large part of a yacht has been washed ashore at Whangaparoa. The wreckage has been identified as that of the Truant, which sank in Boxing Day of 1887 off Gull Point, when four occupants were drowned. <box>1090 707 1330 733</box>
cook-subtitle: (Official Transit Agents to the Dunedin Exhibition, Mid Passenger Agents to the Egyptian Government), <box>99 650 313 667</box>
cable-dateline: London, January 13. <box>1181 112 1239 121</box>
colonial-item: Sir Henry Atkinson left for North yesterday. He considers he is now on a fair road to the complete recovery of his health. At the Police Court this morning, the case of Sinclair charged with selling Zealand's works, pleaded guilty, and was each fined £2 and costs. <box>1090 785 1330 811</box>
second-hurdles-heading: Second Hurdle Handicap, of 60 sovs., second horse to receive 10 sovs. from the stakes. Distance, 2 miles. <box>1589 452 1830 469</box>
local-general-heading: LOCAL AND GENERAL <box>636 676 786 689</box>
wines-line: The Best Wines, Beer, and Spirits. <box>139 1045 274 1053</box>
grey-hotel-heading: SIR GEORGE GREY HOTEL, <box>96 920 317 938</box>
page-columns <box>86 69 1830 1964</box>
dunedin-from: (FROM OUR OWN CORRESPONDENT.) <box>909 608 1012 615</box>
mail-notice: For Waimata Valley, every Monday, at 1.30 p.m. and arrive at Gisborne every Thursday, at 10.30 a.m. <box>86 512 326 529</box>
entry-row <box>1589 299 1830 308</box>
cook-agent: Gisborne Agent:—William E. Akroyd, Gladstone Road. <box>86 718 236 726</box>
divider <box>856 578 1064 579</box>
entry-row <box>1589 588 1830 597</box>
entry-row <box>1339 428 1579 437</box>
maiden-plate-body: —Swivel 8.1 was scratched. Moonstone got well on the best of a good start, Haerfana, being hard at the bit, was second in the second place; Criminal close up, last. At the half mile the horses, in the order given, had tailed out, and then the pace was put on. Haerfana was Moonstone's girth, with Criminal the same distance behind. <box>1589 218 1830 254</box>
mail-notice: For Auckland, per Australia, on Thursday, at 7.30 p.m. <box>86 418 232 425</box>
native-department-body: The other blocks are in the same position which ought to be acquired for settlement. Even were there no restrictions, the Awarua block would be excluded from operations, for out of 437 owners about one half are minors. The only thing to be done is to attempt the subdivision, but in consequence of the demoralisation of the Court that seems outside the region of the practical. No land is being brought into the Court, and no land is being purchased, though the money was freely voted last session for the purpose of acquiring it as railway estate. We have said the Native Department has been virtually abandoned, but we desire to point out the fact that the salaries continue to be drawn, and that the activity of the officials is still in evidence in one particular. The colony stands this, and it is still standing. Will it stand it? No! the administration is so glaringly scandalous, corrupt, and incapable that the whole machine will be smashed to atoms at the next election. <box>591 557 831 657</box>
local-item: The Borough Overseer has been taking advantage of the holidays to have the south side of Gladstone Road, from Lowe street to Bright street, tarred, in accordance with the resolution of the Council to have that useful work done. <box>841 70 1080 95</box>
entry-value: 26 <box>1323 952 1330 960</box>
entry-name: T. Turner <box>1090 925 1115 933</box>
hospital-heading: The Hospital Enquiry. <box>901 716 1020 731</box>
mail-notice: For Kiore, Ormond and Patutahi every Tuesday, Thursday and Saturday, at 5 p.m., and arrive at Gisborne on the same days, at 11 a.m. <box>86 579 326 596</box>
divider <box>1106 987 1314 988</box>
